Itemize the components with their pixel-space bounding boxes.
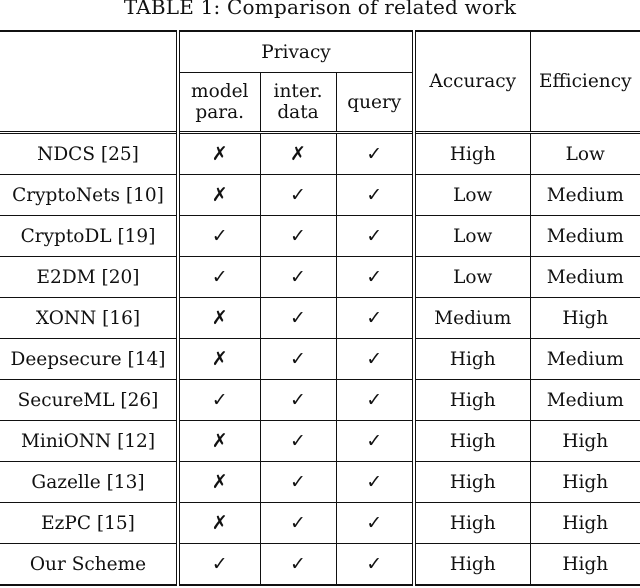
query-privacy-cell: ✓ [336, 175, 414, 216]
accuracy-cell: High [414, 462, 530, 503]
inter-data-privacy-cell: ✗ [260, 133, 336, 175]
scheme-name-cell: SecureML [26] [0, 380, 178, 421]
query-privacy-cell: ✓ [336, 298, 414, 339]
model-para-privacy-cell: ✗ [178, 298, 260, 339]
header-model-para-line2: para. [195, 102, 245, 123]
table-row [0, 133, 640, 175]
header-efficiency: Efficiency [530, 31, 640, 133]
model-para-privacy-cell: ✗ [178, 462, 260, 503]
header-inter-data [260, 73, 336, 133]
accuracy-cell: High [414, 421, 530, 462]
scheme-name-cell: EzPC [15] [0, 503, 178, 544]
table-row [0, 380, 640, 421]
model-para-privacy-cell: ✓ [178, 257, 260, 298]
query-privacy-cell: ✓ [336, 133, 414, 175]
efficiency-cell: Medium [530, 257, 640, 298]
inter-data-privacy-cell: ✓ [260, 216, 336, 257]
efficiency-cell: Medium [530, 216, 640, 257]
query-privacy-cell: ✓ [336, 503, 414, 544]
inter-data-privacy-cell: ✓ [260, 298, 336, 339]
query-privacy-cell: ✓ [336, 216, 414, 257]
scheme-name-cell: Gazelle [13] [0, 462, 178, 503]
scheme-name-cell: Our Scheme [0, 544, 178, 586]
model-para-privacy-cell: ✓ [178, 380, 260, 421]
accuracy-cell: Low [414, 216, 530, 257]
scheme-name-cell: MiniONN [12] [0, 421, 178, 462]
efficiency-cell: Medium [530, 380, 640, 421]
inter-data-privacy-cell: ✓ [260, 544, 336, 586]
efficiency-cell: High [530, 544, 640, 586]
model-para-privacy-cell: ✗ [178, 503, 260, 544]
table-row [0, 298, 640, 339]
inter-data-privacy-cell: ✓ [260, 421, 336, 462]
efficiency-cell: High [530, 462, 640, 503]
accuracy-cell: Low [414, 257, 530, 298]
query-privacy-cell: ✓ [336, 544, 414, 586]
scheme-name-cell: CryptoNets [10] [0, 175, 178, 216]
table-row [0, 462, 640, 503]
header-accuracy: Accuracy [414, 31, 530, 133]
scheme-name-cell: E2DM [20] [0, 257, 178, 298]
efficiency-cell: Low [530, 133, 640, 175]
inter-data-privacy-cell: ✓ [260, 257, 336, 298]
inter-data-privacy-cell: ✓ [260, 175, 336, 216]
inter-data-privacy-cell: ✓ [260, 462, 336, 503]
comparison-table [0, 30, 640, 586]
efficiency-cell: High [530, 298, 640, 339]
table-row [0, 257, 640, 298]
accuracy-cell: Medium [414, 298, 530, 339]
query-privacy-cell: ✓ [336, 380, 414, 421]
model-para-privacy-cell: ✓ [178, 216, 260, 257]
query-privacy-cell: ✓ [336, 462, 414, 503]
accuracy-cell: High [414, 380, 530, 421]
model-para-privacy-cell: ✗ [178, 175, 260, 216]
efficiency-cell: Medium [530, 339, 640, 380]
header-model-para [178, 73, 260, 133]
model-para-privacy-cell: ✗ [178, 133, 260, 175]
query-privacy-cell: ✓ [336, 257, 414, 298]
accuracy-cell: High [414, 133, 530, 175]
table-caption: TABLE 1: Comparison of related work [123, 0, 517, 19]
header-privacy: Privacy [178, 31, 414, 73]
header-query: query [336, 73, 414, 133]
scheme-name-cell: Deepsecure [14] [0, 339, 178, 380]
header-inter-data-line1: inter. [273, 81, 323, 102]
comparison-table-wrapper [0, 30, 640, 586]
header-model-para-line1: model [191, 81, 249, 102]
table-row [0, 503, 640, 544]
scheme-name-cell: NDCS [25] [0, 133, 178, 175]
accuracy-cell: High [414, 339, 530, 380]
table-row [0, 421, 640, 462]
scheme-name-cell: CryptoDL [19] [0, 216, 178, 257]
header-inter-data-line2: data [277, 102, 319, 123]
inter-data-privacy-cell: ✓ [260, 339, 336, 380]
inter-data-privacy-cell: ✓ [260, 503, 336, 544]
scheme-name-cell: XONN [16] [0, 298, 178, 339]
inter-data-privacy-cell: ✓ [260, 380, 336, 421]
model-para-privacy-cell: ✗ [178, 421, 260, 462]
table-row [0, 175, 640, 216]
model-para-privacy-cell: ✓ [178, 544, 260, 586]
table-body [0, 133, 640, 586]
efficiency-cell: Medium [530, 175, 640, 216]
accuracy-cell: High [414, 503, 530, 544]
query-privacy-cell: ✓ [336, 421, 414, 462]
table-row [0, 339, 640, 380]
efficiency-cell: High [530, 421, 640, 462]
query-privacy-cell: ✓ [336, 339, 414, 380]
table-row [0, 544, 640, 586]
table-row [0, 216, 640, 257]
accuracy-cell: Low [414, 175, 530, 216]
header-empty-cell [0, 31, 178, 133]
model-para-privacy-cell: ✗ [178, 339, 260, 380]
accuracy-cell: High [414, 544, 530, 586]
efficiency-cell: High [530, 503, 640, 544]
